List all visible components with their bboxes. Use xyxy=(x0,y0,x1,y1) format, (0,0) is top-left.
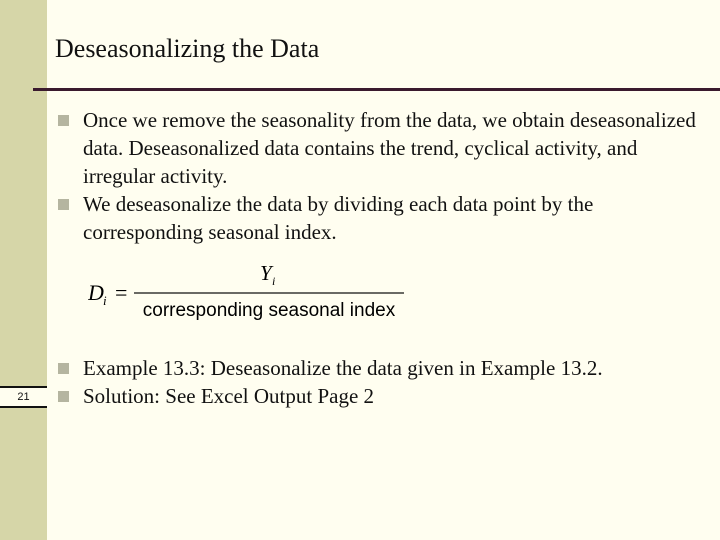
title-divider xyxy=(33,88,720,91)
bullet-item xyxy=(58,382,708,410)
slide-number: 21 xyxy=(0,386,47,408)
bullet-item xyxy=(58,354,708,382)
square-bullet-icon xyxy=(58,199,69,210)
bullet-text: Solution: See Excel Output Page 2 xyxy=(83,384,375,408)
formula-numerator: Y xyxy=(260,262,272,285)
bullet-item xyxy=(58,190,708,246)
square-bullet-icon xyxy=(58,391,69,402)
square-bullet-icon xyxy=(58,363,69,374)
bullet-text: Example 13.3: Deseasonalize the data given in Example 13.2. xyxy=(83,356,603,380)
bullet-item xyxy=(58,106,708,190)
deseasonalize-formula xyxy=(88,262,418,324)
slide-title: Deseasonalizing the Data xyxy=(55,34,320,63)
formula-graphic xyxy=(88,262,418,324)
bullet-list-lower xyxy=(58,354,708,410)
formula-lhs: D xyxy=(88,280,104,305)
formula-numerator-subscript: i xyxy=(272,274,276,288)
formula-denominator: corresponding seasonal index xyxy=(142,300,396,321)
formula-lhs-subscript: i xyxy=(103,293,107,308)
bullet-text: Once we remove the seasonality from the data, we obtain deseasonalized data. Deseasonalized data contains the trend, cyclical activity, and irregular activity. xyxy=(83,108,696,188)
square-bullet-icon xyxy=(58,115,69,126)
formula-equals: = xyxy=(115,280,128,305)
bullet-list-upper xyxy=(58,106,708,246)
slide-sidebar xyxy=(0,0,47,540)
bullet-text: We deseasonalize the data by dividing each data point by the corresponding seasonal index. xyxy=(83,192,594,244)
